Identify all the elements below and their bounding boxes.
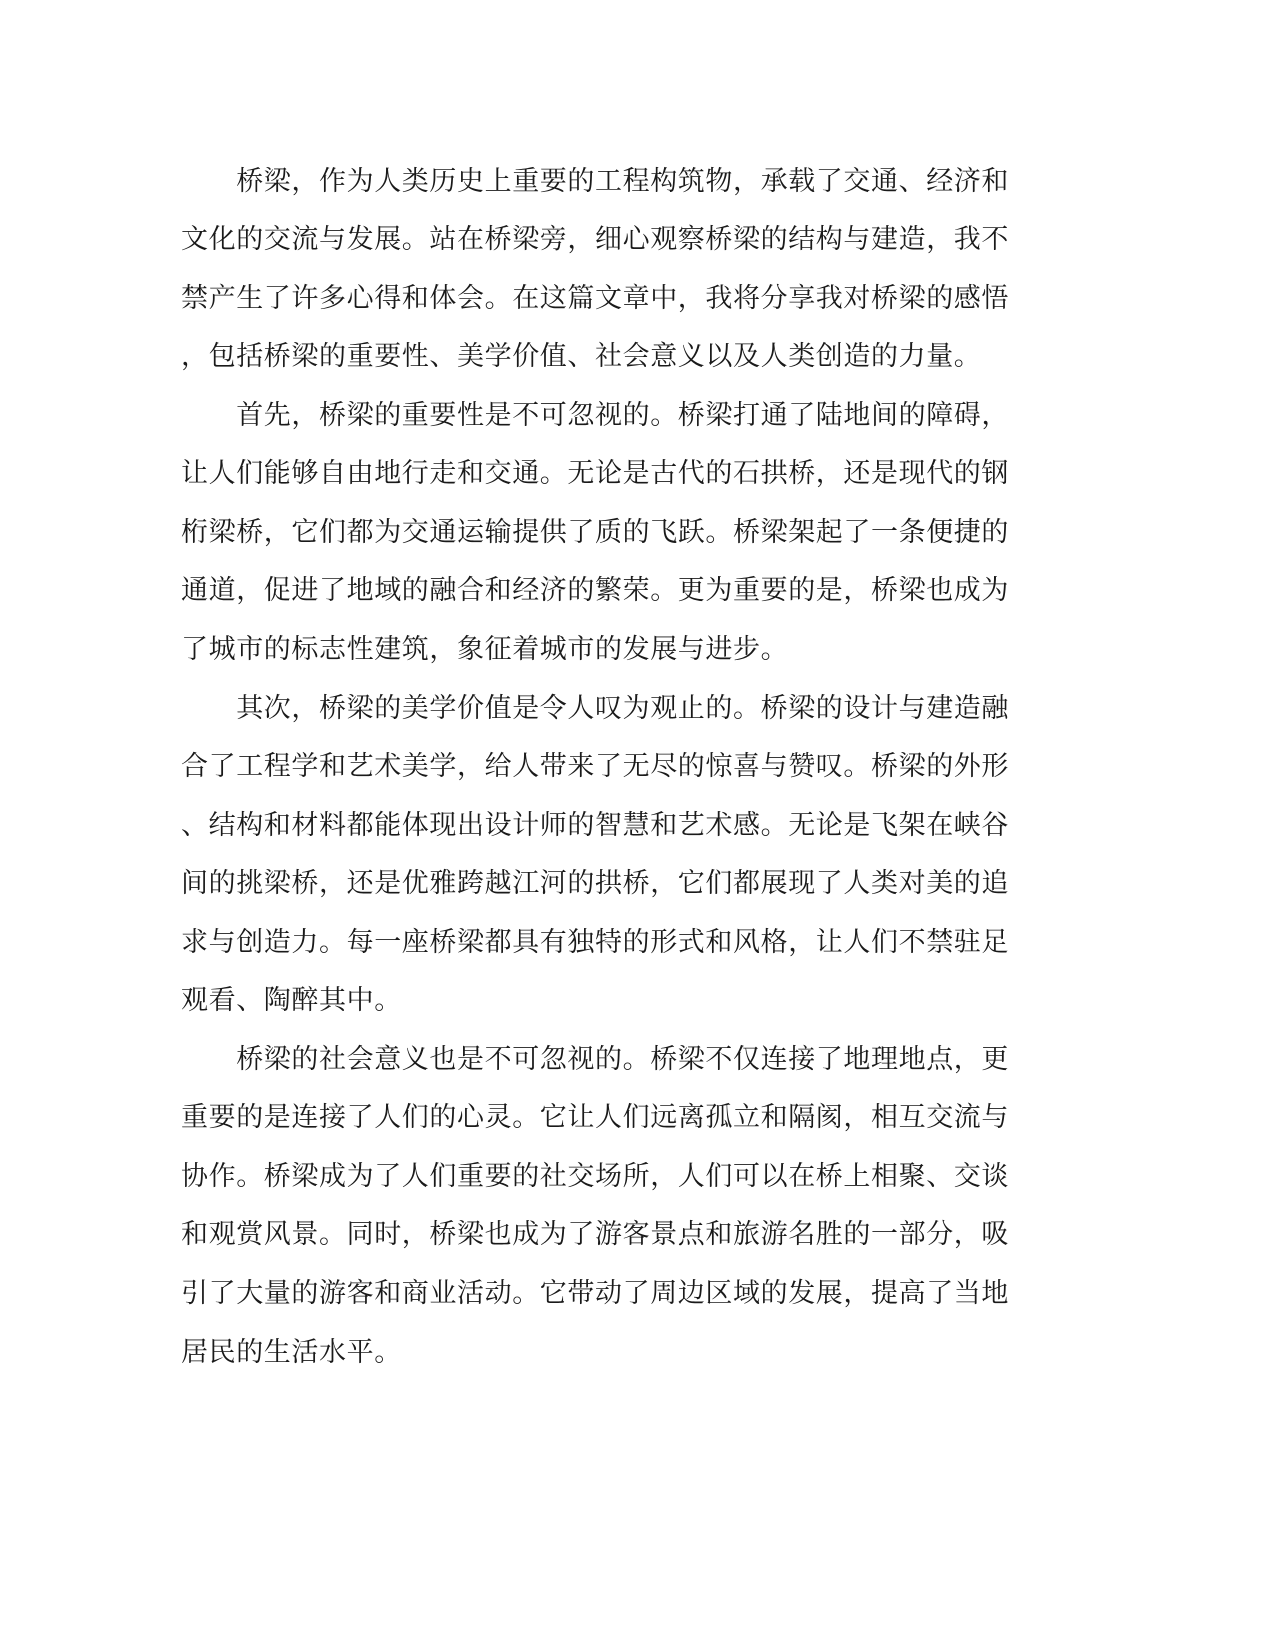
text-line: ，包括桥梁的重要性、美学价值、社会意义以及人类创造的力量。 xyxy=(181,341,982,372)
text-line: 重要的是连接了人们的心灵。它让人们远离孤立和隔阂，相互交流与 xyxy=(181,1102,1009,1133)
text-line: 文化的交流与发展。站在桥梁旁，细心观察桥梁的结构与建造，我不 xyxy=(181,224,1009,255)
text-line: 和观赏风景。同时，桥梁也成为了游客景点和旅游名胜的一部分，吸 xyxy=(181,1219,1009,1250)
text-line: 、结构和材料都能体现出设计师的智慧和艺术感。无论是飞架在峡谷 xyxy=(181,810,1009,841)
text-line: 通道，促进了地域的融合和经济的繁荣。更为重要的是，桥梁也成为 xyxy=(181,575,1009,606)
text-line: 桁梁桥，它们都为交通运输提供了质的飞跃。桥梁架起了一条便捷的 xyxy=(181,517,1009,548)
text-line: 其次，桥梁的美学价值是令人叹为观止的。桥梁的设计与建造融 xyxy=(181,693,1009,724)
text-line: 引了大量的游客和商业活动。它带动了周边区域的发展，提高了当地 xyxy=(181,1278,1009,1309)
text-line: 了城市的标志性建筑，象征着城市的发展与进步。 xyxy=(181,634,789,665)
text-line: 协作。桥梁成为了人们重要的社交场所，人们可以在桥上相聚、交谈 xyxy=(181,1161,1009,1192)
text-line: 首先，桥梁的重要性是不可忽视的。桥梁打通了陆地间的障碍， xyxy=(181,400,1009,431)
text-line: 间的挑梁桥，还是优雅跨越江河的拱桥，它们都展现了人类对美的追 xyxy=(181,868,1009,899)
text-line: 合了工程学和艺术美学，给人带来了无尽的惊喜与赞叹。桥梁的外形 xyxy=(181,751,1009,782)
text-line: 居民的生活水平。 xyxy=(181,1337,402,1368)
text-line: 观看、陶醉其中。 xyxy=(181,985,402,1016)
text-line: 求与创造力。每一座桥梁都具有独特的形式和风格，让人们不禁驻足 xyxy=(181,927,1009,958)
text-line: 桥梁的社会意义也是不可忽视的。桥梁不仅连接了地理地点，更 xyxy=(181,1044,1009,1075)
text-line: 桥梁，作为人类历史上重要的工程构筑物，承载了交通、经济和 xyxy=(181,166,1009,197)
text-line: 禁产生了许多心得和体会。在这篇文章中，我将分享我对桥梁的感悟 xyxy=(181,283,1009,314)
text-line: 让人们能够自由地行走和交通。无论是古代的石拱桥，还是现代的钢 xyxy=(181,458,1009,489)
